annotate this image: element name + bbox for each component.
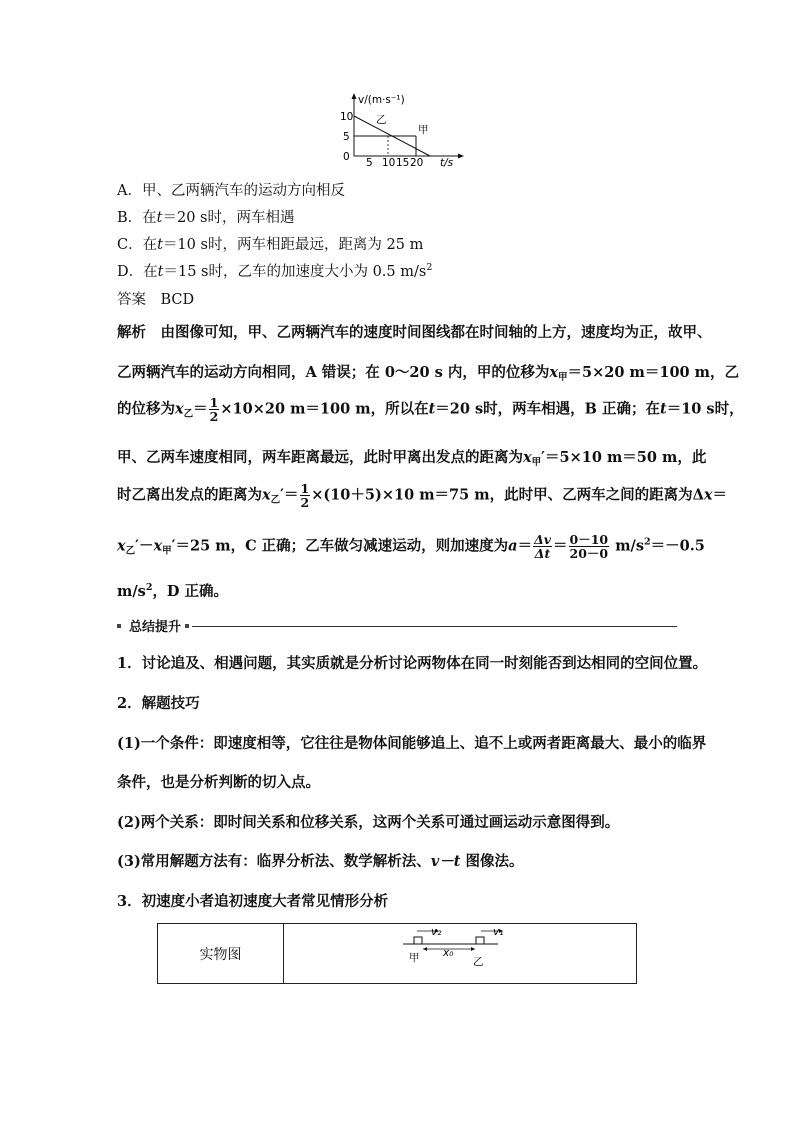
velocity-time-graph [330, 90, 470, 170]
text: ＝20 s时，两车相遇 [162, 210, 295, 226]
text: 甲、乙两车速度相同，两车距离最远，此时甲离出发点的距离为 [117, 449, 523, 466]
var-vt: v－t [430, 853, 461, 870]
subscript: 甲 [558, 372, 568, 383]
text: ＝5×20 m＝100 m，乙 [567, 364, 740, 381]
analysis-line-5 [117, 482, 727, 509]
subscript: 甲 [531, 457, 542, 468]
text: ＝ [712, 486, 728, 504]
bullet-icon [185, 624, 189, 628]
text: 乙两辆汽车的运动方向相同，A 错误；在 0～20 s 内，甲的位移为 [117, 364, 550, 381]
option-a: A．甲、乙两辆汽车的运动方向相反 [117, 183, 345, 199]
text: ＝－0.5 [650, 537, 705, 555]
v-axis-label: v/(m·s⁻¹) [358, 94, 405, 106]
text: ，D 正确。 [152, 583, 229, 600]
t-axis-arrow [458, 154, 464, 159]
exp: 2 [145, 582, 153, 593]
var-t: t [428, 400, 436, 418]
option-c [117, 233, 423, 254]
var-x: x [153, 537, 163, 555]
text: (3)常用解题方法有：临界分析法、数学解析法、 [117, 853, 431, 870]
var-a: a [508, 537, 518, 555]
y-tick-5: 5 [343, 131, 350, 143]
text: B．在 [117, 210, 157, 226]
summary-p7: 3．初速度小者追初速度大者常见情形分析 [117, 893, 389, 910]
fraction-dv-dt [533, 533, 552, 560]
summary-p3: (1)一个条件：即速度相等，它往往是物体间能够追上、追不上或两者距离最大、最小的临界 [117, 735, 707, 752]
text: m/s [615, 537, 644, 555]
divider [192, 626, 677, 627]
text: 的位移为 [117, 400, 175, 418]
bullet-icon [117, 624, 121, 628]
numerator: 1 [209, 395, 219, 410]
dim-arrow-right [471, 947, 475, 951]
summary-p1: 1．讨论追及、相遇问题，其实质就是分析讨论两物体在同一时刻能否到达相同的空间位置。 [117, 655, 708, 672]
denominator: 2 [300, 495, 310, 511]
var-x: x [175, 400, 184, 418]
text: ＝10 s时， [666, 400, 744, 418]
label-x0: x₀ [443, 947, 454, 959]
x-tick-5: 5 [366, 157, 373, 169]
text: ＝15 s时，乙车的加速度大小为 0.5 m/s [163, 264, 427, 280]
var-t: t [660, 400, 667, 418]
label-v2: v₂ [431, 926, 442, 938]
x-tick-15: 15 [396, 157, 410, 169]
v-axis-arrow [352, 93, 357, 99]
summary-heading [117, 619, 677, 633]
analysis-line-7 [117, 580, 228, 601]
label-yi: 乙 [376, 114, 387, 126]
var-x: x [523, 449, 532, 466]
denominator: 2 [209, 409, 219, 425]
subscript: 甲 [162, 545, 172, 557]
text: ×(10＋5)×10 m＝75 m，此时甲、乙两车之间的距离为Δ [311, 486, 704, 504]
denominator: Δt [534, 546, 551, 562]
label-v1: v₁ [493, 926, 504, 938]
analysis-line-1: 解析 由图像可知，甲、乙两辆汽车的速度时间图线都在时间轴的上方，速度均为正，故甲、 [117, 324, 712, 341]
label-jia-car: 甲 [409, 952, 420, 964]
var-x: x [549, 364, 559, 381]
exp: 2 [644, 536, 651, 548]
fraction-half [209, 396, 220, 423]
text: 时乙离出发点的距离为 [117, 486, 262, 504]
subscript: 乙 [270, 494, 281, 506]
numerator: 1 [300, 481, 310, 496]
y-tick-0: 0 [343, 151, 350, 163]
numerator: 0－10 [569, 532, 609, 547]
text: ＝10 s时，两车相距最远，距离为 25 m [162, 237, 424, 253]
denominator: 20－0 [569, 546, 609, 562]
y-tick-10: 10 [340, 111, 354, 123]
analysis-line-4 [117, 446, 706, 468]
text: D．在 [117, 264, 158, 280]
summary-p5: (2)两个关系：即时间关系和位移关系，这两个关系可通过画运动示意图得到。 [117, 814, 620, 831]
label-jia: 甲 [418, 124, 429, 136]
exp: 2 [426, 262, 433, 273]
analysis-line-2 [117, 361, 739, 383]
text: ＝20 s时，两车相遇，B 正确；在 [435, 400, 660, 418]
text: 图像法。 [460, 853, 524, 870]
text: ′＝5×10 m＝50 m，此 [541, 449, 707, 466]
table-row [158, 924, 637, 984]
text: ′＝25 m，C 正确；乙车做匀减速运动，则加速度为 [171, 537, 509, 555]
text: ＝ [553, 537, 568, 555]
pursuit-diagram [285, 925, 635, 978]
car-jia [414, 937, 422, 944]
t-axis-label: t/s [440, 157, 454, 169]
answer: 答案 BCD [117, 292, 195, 308]
table-cell-label: 实物图 [158, 924, 284, 984]
var-x: x [262, 486, 271, 504]
analysis-line-6 [117, 533, 705, 560]
table-cell-diagram [284, 924, 637, 984]
option-d [117, 260, 432, 281]
text: C．在 [117, 237, 158, 253]
summary-title: 总结提升 [129, 620, 182, 635]
subscript: 乙 [125, 545, 136, 557]
summary-p4: 条件，也是分析判断的切入点。 [117, 774, 320, 791]
text: ＝ [193, 400, 208, 418]
text: ×10×20 m＝100 m，所以在 [220, 400, 429, 418]
summary-p2: 2．解题技巧 [117, 695, 200, 712]
label-yi-car: 乙 [473, 956, 484, 968]
summary-p6 [117, 850, 524, 871]
var-t: t [157, 264, 164, 280]
var-t: t [157, 237, 163, 253]
var-x: x [117, 537, 126, 555]
analysis-line-3 [117, 396, 744, 423]
fraction-values [569, 533, 610, 560]
var-x: x [703, 486, 713, 504]
text: ＝ [517, 537, 533, 555]
option-b [117, 206, 295, 227]
text: ′－ [135, 537, 154, 555]
text: m/s [117, 583, 146, 600]
x-tick-20: 20 [410, 157, 424, 169]
text: ′＝ [280, 486, 299, 504]
scenario-table [157, 923, 637, 984]
x-tick-10: 10 [382, 157, 396, 169]
subscript: 乙 [183, 408, 194, 420]
dim-arrow-left [423, 947, 427, 951]
fraction-half [300, 482, 311, 509]
numerator: Δv [534, 532, 552, 547]
var-t: t [156, 210, 163, 226]
car-yi [476, 937, 484, 944]
